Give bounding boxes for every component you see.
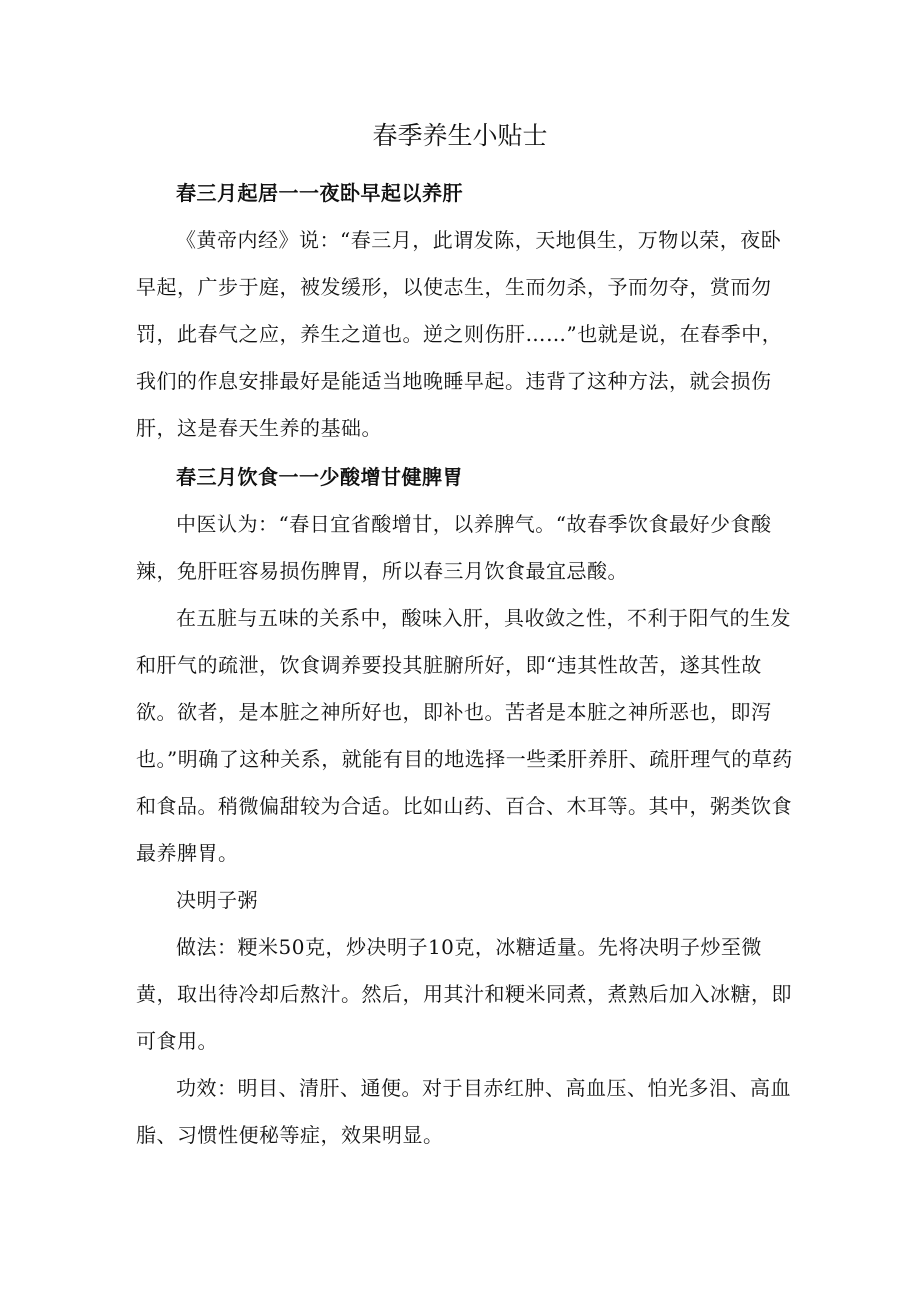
paragraph-huangdi-neijing: 《黄帝内经》说：“春三月，此谓发陈，天地俱生，万物以荣，夜卧早起，广步于庭，被发缓形，以使志生，生而勿杀，予而勿夺，赏而勿罚，此春气之应，养生之道也。逆之则伤肝……”也就是说，在春季中，我们的作息安排最好是能适当地晚睡早起。违背了这种方法，就会损伤肝，这是春天生养的基础。 xyxy=(136,228,783,440)
paragraph-five-organs: 在五脏与五味的关系中，酸味入肝，具收敛之性，不利于阳气的生发和肝气的疏泄，饮食调养要投其脏腑所好，即“违其性故苦，遂其性故欲。欲者，是本脏之神所好也，即补也。苦者是本脏之神所恶也，即泻也。”明确了这种关系，就能有目的地选择一些柔肝养肝、疏肝理气的草药和食品。稍微偏甜较为合适。比如山药、百合、木耳等。其中，粥类饮食最养脾胃。 xyxy=(136,606,793,865)
recipe-name: 决明子粥 xyxy=(176,888,258,912)
section-heading-diet: 春三月饮食一一少酸增甘健脾胃 xyxy=(176,465,463,489)
paragraph-tcm-view: 中医认为：“春日宜省酸增甘，以养脾气。“故春季饮食最好少食酸辣，免肝旺容易损伤脾胃，所以春三月饮食最宜忌酸。 xyxy=(136,512,772,583)
recipe-method: 做法：粳米50克，炒决明子10克，冰糖适量。先将决明子炒至微黄，取出待冷却后熬汁。然后，用其汁和粳米同煮，煮熟后加入冰糖，即可食用。 xyxy=(136,935,792,1053)
recipe-effect: 功效：明目、清肝、通便。对于目赤红肿、高血压、怕光多泪、高血脂、习惯性便秘等症，效果明显。 xyxy=(136,1076,791,1147)
document-body xyxy=(136,170,796,1159)
page-title: 春季养生小贴士 xyxy=(372,121,548,150)
section-heading-lifestyle: 春三月起居一一夜卧早起以养肝 xyxy=(176,181,463,205)
